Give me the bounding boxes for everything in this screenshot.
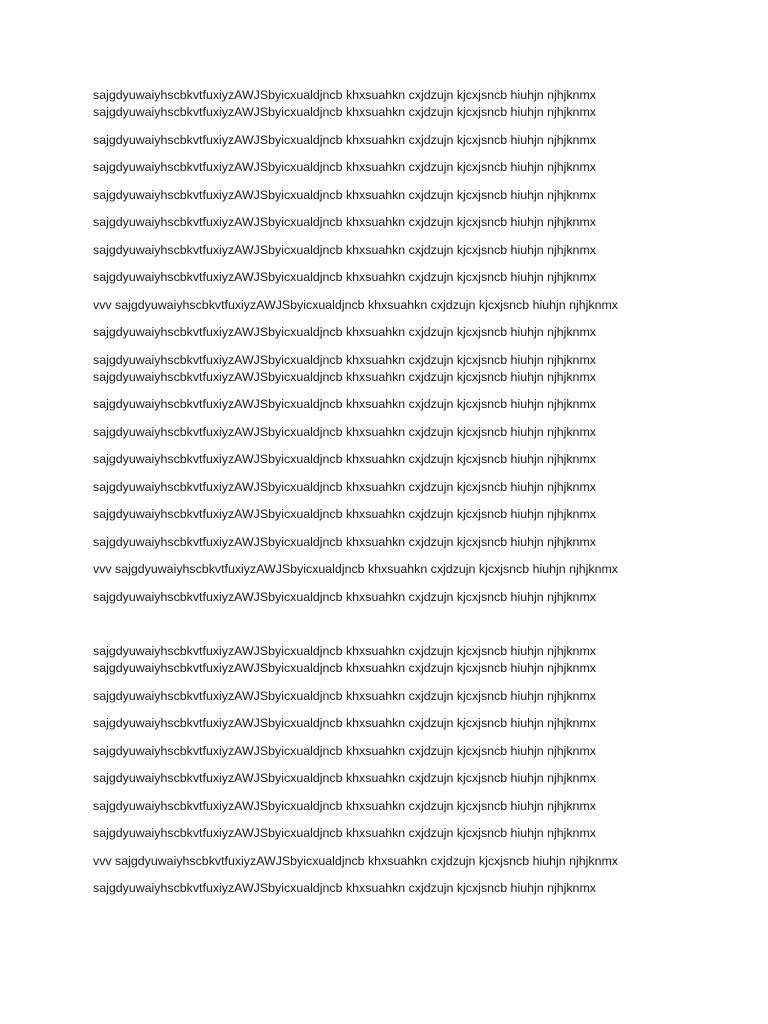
text-line: sajgdyuwaiyhscbkvtfuxiyzAWJSbyicxualdjncb khxsuahkn cxjdzujn kjcxjsncb hiuhjn njhjknmx xyxy=(93,160,596,174)
text-line: sajgdyuwaiyhscbkvtfuxiyzAWJSbyicxualdjncb khxsuahkn cxjdzujn kjcxjsncb hiuhjn njhjknmx xyxy=(93,88,596,102)
text-line: sajgdyuwaiyhscbkvtfuxiyzAWJSbyicxualdjncb khxsuahkn cxjdzujn kjcxjsncb hiuhjn njhjknmx xyxy=(93,105,596,119)
text-line: sajgdyuwaiyhscbkvtfuxiyzAWJSbyicxualdjncb khxsuahkn cxjdzujn kjcxjsncb hiuhjn njhjknmx xyxy=(93,589,596,604)
document-page xyxy=(93,87,733,897)
text-line: sajgdyuwaiyhscbkvtfuxiyzAWJSbyicxualdjncb khxsuahkn cxjdzujn kjcxjsncb hiuhjn njhjknmx xyxy=(93,661,596,675)
text-line: sajgdyuwaiyhscbkvtfuxiyzAWJSbyicxualdjncb khxsuahkn cxjdzujn kjcxjsncb hiuhjn njhjknmx xyxy=(93,452,596,466)
text-line: sajgdyuwaiyhscbkvtfuxiyzAWJSbyicxualdjncb khxsuahkn cxjdzujn kjcxjsncb hiuhjn njhjknmx xyxy=(93,688,596,703)
text-line: sajgdyuwaiyhscbkvtfuxiyzAWJSbyicxualdjncb khxsuahkn cxjdzujn kjcxjsncb hiuhjn njhjknmx xyxy=(93,798,596,813)
text-line: sajgdyuwaiyhscbkvtfuxiyzAWJSbyicxualdjncb khxsuahkn cxjdzujn kjcxjsncb hiuhjn njhjknmx xyxy=(93,270,596,284)
text-line: sajgdyuwaiyhscbkvtfuxiyzAWJSbyicxualdjncb khxsuahkn cxjdzujn kjcxjsncb hiuhjn njhjknmx xyxy=(93,507,596,521)
text-line: sajgdyuwaiyhscbkvtfuxiyzAWJSbyicxualdjncb khxsuahkn cxjdzujn kjcxjsncb hiuhjn njhjknmx xyxy=(93,534,596,549)
text-line: sajgdyuwaiyhscbkvtfuxiyzAWJSbyicxualdjncb khxsuahkn cxjdzujn kjcxjsncb hiuhjn njhjknmx xyxy=(93,881,596,895)
text-line: sajgdyuwaiyhscbkvtfuxiyzAWJSbyicxualdjncb khxsuahkn cxjdzujn kjcxjsncb hiuhjn njhjknmx xyxy=(93,479,596,494)
text-line: sajgdyuwaiyhscbkvtfuxiyzAWJSbyicxualdjncb khxsuahkn cxjdzujn kjcxjsncb hiuhjn njhjknmx xyxy=(93,132,596,147)
text-line: sajgdyuwaiyhscbkvtfuxiyzAWJSbyicxualdjncb khxsuahkn cxjdzujn kjcxjsncb hiuhjn njhjknmx xyxy=(93,826,596,840)
text-line: sajgdyuwaiyhscbkvtfuxiyzAWJSbyicxualdjncb khxsuahkn cxjdzujn kjcxjsncb hiuhjn njhjknmx xyxy=(93,242,596,257)
text-line: sajgdyuwaiyhscbkvtfuxiyzAWJSbyicxualdjncb khxsuahkn cxjdzujn kjcxjsncb hiuhjn njhjknmx xyxy=(93,716,596,730)
text-line: sajgdyuwaiyhscbkvtfuxiyzAWJSbyicxualdjncb khxsuahkn cxjdzujn kjcxjsncb hiuhjn njhjknmx xyxy=(93,743,596,758)
text-line: sajgdyuwaiyhscbkvtfuxiyzAWJSbyicxualdjncb khxsuahkn cxjdzujn kjcxjsncb hiuhjn njhjknmx xyxy=(93,187,596,202)
text-line: sajgdyuwaiyhscbkvtfuxiyzAWJSbyicxualdjncb khxsuahkn cxjdzujn kjcxjsncb hiuhjn njhjknmx xyxy=(93,352,596,367)
text-line: sajgdyuwaiyhscbkvtfuxiyzAWJSbyicxualdjncb khxsuahkn cxjdzujn kjcxjsncb hiuhjn njhjknmx xyxy=(93,369,596,384)
text-line: sajgdyuwaiyhscbkvtfuxiyzAWJSbyicxualdjncb khxsuahkn cxjdzujn kjcxjsncb hiuhjn njhjknmx xyxy=(93,215,596,229)
text-line: vvv sajgdyuwaiyhscbkvtfuxiyzAWJSbyicxualdjncb khxsuahkn cxjdzujn kjcxjsncb hiuhjn njhjknmx xyxy=(93,297,618,312)
text-line: vvv sajgdyuwaiyhscbkvtfuxiyzAWJSbyicxualdjncb khxsuahkn cxjdzujn kjcxjsncb hiuhjn njhjknmx xyxy=(93,562,618,576)
text-line: sajgdyuwaiyhscbkvtfuxiyzAWJSbyicxualdjncb khxsuahkn cxjdzujn kjcxjsncb hiuhjn njhjknmx xyxy=(93,771,596,785)
text-line: vvv sajgdyuwaiyhscbkvtfuxiyzAWJSbyicxualdjncb khxsuahkn cxjdzujn kjcxjsncb hiuhjn njhjknmx xyxy=(93,853,618,868)
text-line: sajgdyuwaiyhscbkvtfuxiyzAWJSbyicxualdjncb khxsuahkn cxjdzujn kjcxjsncb hiuhjn njhjknmx xyxy=(93,424,596,439)
text-line: sajgdyuwaiyhscbkvtfuxiyzAWJSbyicxualdjncb khxsuahkn cxjdzujn kjcxjsncb hiuhjn njhjknmx xyxy=(93,644,596,658)
text-line: sajgdyuwaiyhscbkvtfuxiyzAWJSbyicxualdjncb khxsuahkn cxjdzujn kjcxjsncb hiuhjn njhjknmx xyxy=(93,325,596,339)
text-line: sajgdyuwaiyhscbkvtfuxiyzAWJSbyicxualdjncb khxsuahkn cxjdzujn kjcxjsncb hiuhjn njhjknmx xyxy=(93,397,596,411)
